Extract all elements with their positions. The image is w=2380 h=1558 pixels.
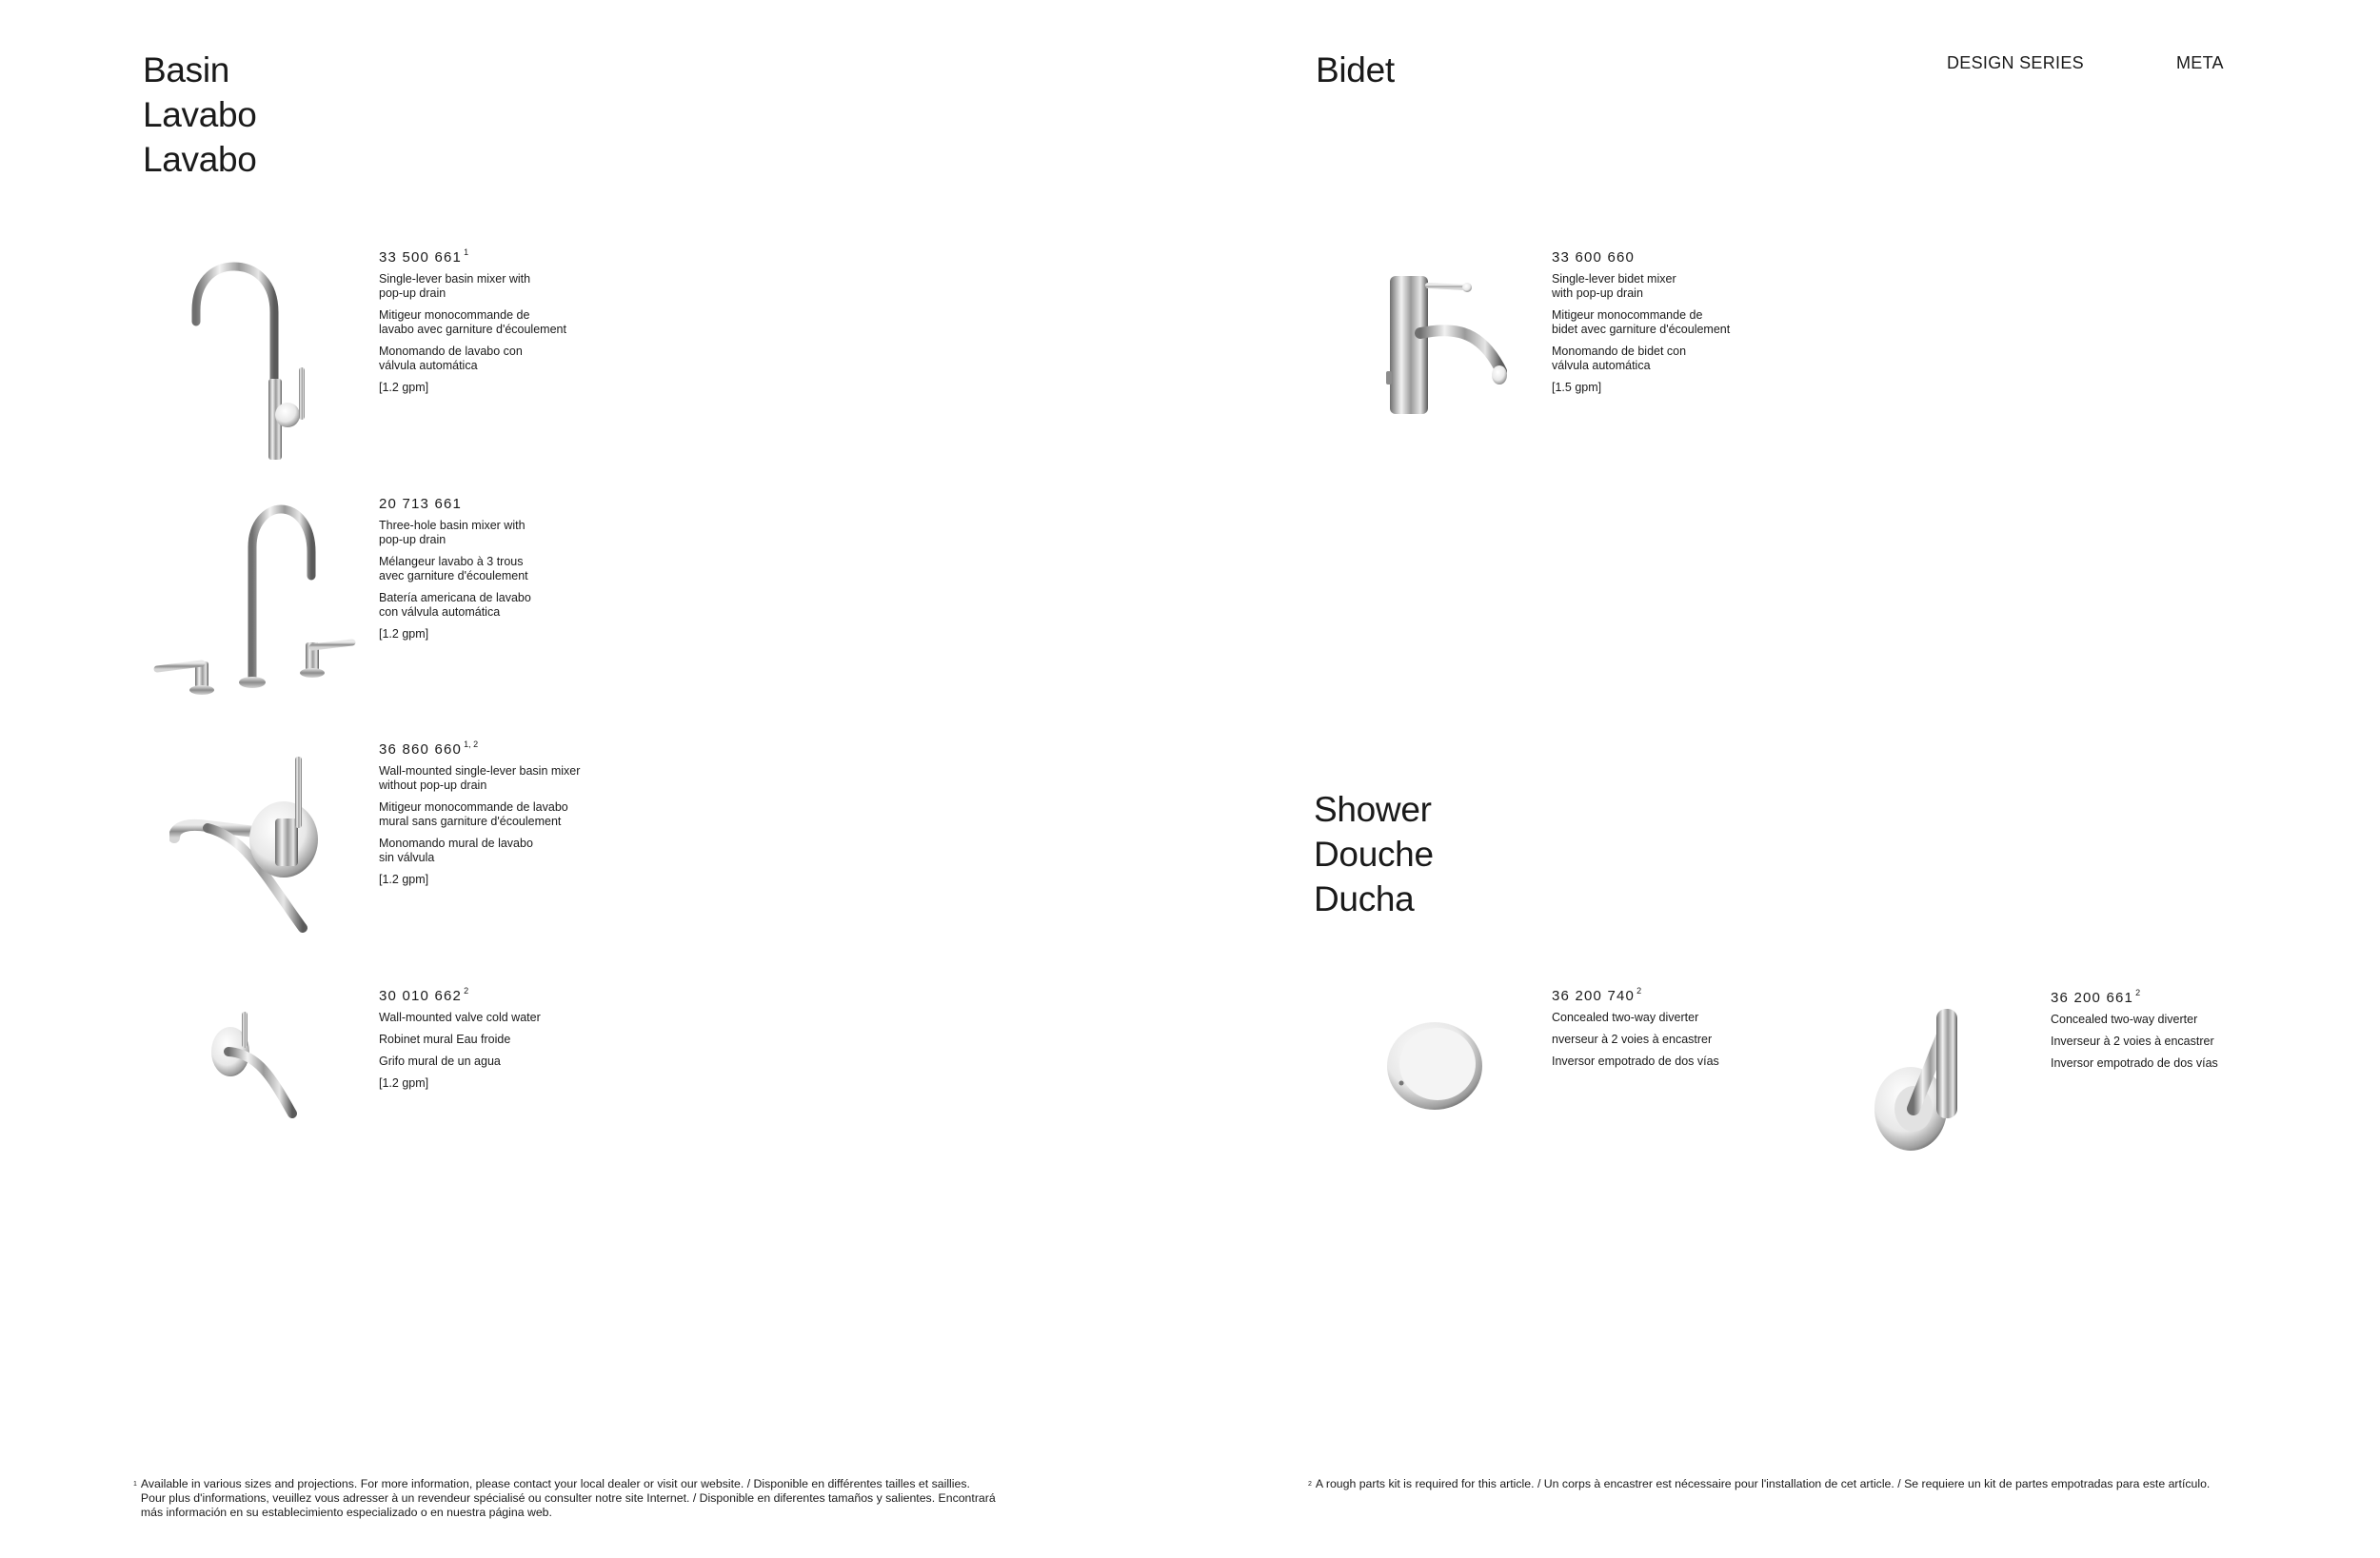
- description-en: Single-lever basin mixer with pop-up drain: [379, 272, 531, 300]
- heading-line: Douche: [1314, 835, 1434, 874]
- series-name-label: META: [2176, 53, 2224, 72]
- round-diverter-icon: [1382, 1018, 1487, 1114]
- design-series-label: DESIGN SERIES: [1947, 53, 2084, 72]
- footnote-ref: 1, 2: [464, 740, 479, 749]
- footnote-ref: 1: [464, 247, 469, 257]
- description-fr: Mitigeur monocommande de lavabo avec garniture d'écoulement: [379, 308, 566, 336]
- description-es: Inversor empotrado de dos vías: [2051, 1056, 2218, 1070]
- description-fr: nverseur à 2 voies à encastrer: [1552, 1033, 1713, 1046]
- product-code: [379, 247, 626, 266]
- footnote-ref: 2: [464, 986, 469, 996]
- description-es: Monomando de lavabo con válvula automática: [379, 345, 523, 372]
- flow-rate: [1.2 gpm]: [379, 873, 429, 886]
- three-hole-mixer-icon: [148, 500, 357, 700]
- product-30010662: [379, 986, 626, 1098]
- product-code: [1552, 247, 1799, 266]
- product-code-number: 33 500 661: [379, 249, 463, 266]
- footnote-left: [133, 1477, 1180, 1520]
- product-code: [379, 986, 626, 1004]
- product-36200740: [1552, 986, 1799, 1076]
- product-code-number: 36 200 661: [2051, 990, 2134, 1006]
- product-33500661: [379, 247, 626, 403]
- lever-diverter-icon: [1868, 1004, 1973, 1156]
- footnote-ref: 2: [2135, 988, 2141, 997]
- wall-mixer-icon: [169, 752, 331, 933]
- product-20713661: [379, 494, 626, 649]
- description-es: Inversor empotrado de dos vías: [1552, 1055, 1719, 1068]
- product-code-number: 33 600 660: [1552, 249, 1636, 266]
- footnote-text: Available in various sizes and projections. For more information, please contact your local dealer or visit our website. / Disponible en différentes tailles et saillies. Pour plus d'informations, veuillez vous adresser à un revendeur spécialisé ou consulter notre site Internet. / Disponible en diferentes tamaños y salientes. Encontrará más información en su establecimiento especializado o en nuestra página web.: [140, 1477, 996, 1519]
- section-heading-shower: [1314, 787, 1434, 921]
- product-code: [1552, 986, 1799, 1004]
- product-code-number: 36 860 660: [379, 741, 463, 758]
- product-36200661: [2051, 988, 2298, 1078]
- bidet-mixer-icon: [1382, 266, 1516, 419]
- product-36860660: [379, 740, 664, 895]
- description-es: Batería americana de lavabo con válvula automática: [379, 591, 531, 619]
- flow-rate: [1.2 gpm]: [379, 627, 429, 641]
- footnote-mark: 2: [1308, 1481, 1312, 1488]
- description-en: Wall-mounted single-lever basin mixer without pop-up drain: [379, 764, 581, 792]
- description-en: Wall-mounted valve cold water: [379, 1011, 541, 1024]
- section-heading-basin: [143, 48, 257, 182]
- description-fr: Inverseur à 2 voies à encastrer: [2051, 1035, 2214, 1048]
- footnote-ref: 2: [1636, 986, 1642, 996]
- description-en: Concealed two-way diverter: [1552, 1011, 1699, 1024]
- footnote-text: A rough parts kit is required for this article. / Un corps à encastrer est nécessaire pour l'installation de cet article. / Se requiere un kit de partes empotradas para este artículo.: [1315, 1477, 2211, 1490]
- description-en: Single-lever bidet mixer with pop-up drain: [1552, 272, 1676, 300]
- product-code-number: 20 713 661: [379, 496, 463, 512]
- description-fr: Mélangeur lavabo à 3 trous avec garniture d'écoulement: [379, 555, 528, 582]
- product-code-number: 30 010 662: [379, 988, 463, 1004]
- flow-rate: [1.2 gpm]: [379, 1076, 429, 1090]
- description-fr: Mitigeur monocommande de lavabo mural sans garniture d'écoulement: [379, 800, 568, 828]
- flow-rate: [1.5 gpm]: [1552, 381, 1602, 394]
- flow-rate: [1.2 gpm]: [379, 381, 429, 394]
- product-code-number: 36 200 740: [1552, 988, 1636, 1004]
- footnote-right: [1308, 1477, 2365, 1491]
- heading-line: Bidet: [1316, 50, 1395, 89]
- heading-line: Lavabo: [143, 95, 257, 134]
- footnote-mark: 1: [133, 1481, 137, 1488]
- product-code: [379, 740, 664, 758]
- product-code: [379, 494, 626, 512]
- description-es: Grifo mural de un agua: [379, 1055, 501, 1068]
- heading-line: Lavabo: [143, 140, 257, 179]
- wall-valve-icon: [202, 1004, 307, 1118]
- description-fr: Mitigeur monocommande de bidet avec garniture d'écoulement: [1552, 308, 1731, 336]
- description-fr: Robinet mural Eau froide: [379, 1033, 511, 1046]
- description-en: Three-hole basin mixer with pop-up drain: [379, 519, 526, 546]
- section-heading-bidet: [1316, 48, 1395, 92]
- description-en: Concealed two-way diverter: [2051, 1013, 2198, 1026]
- basin-mixer-tall-icon: [179, 255, 331, 464]
- heading-line: Basin: [143, 50, 230, 89]
- description-es: Monomando mural de lavabo sin válvula: [379, 837, 533, 864]
- heading-line: Shower: [1314, 790, 1432, 829]
- product-code: [2051, 988, 2298, 1006]
- heading-line: Ducha: [1314, 879, 1415, 918]
- description-es: Monomando de bidet con válvula automática: [1552, 345, 1687, 372]
- product-33600660: [1552, 247, 1799, 403]
